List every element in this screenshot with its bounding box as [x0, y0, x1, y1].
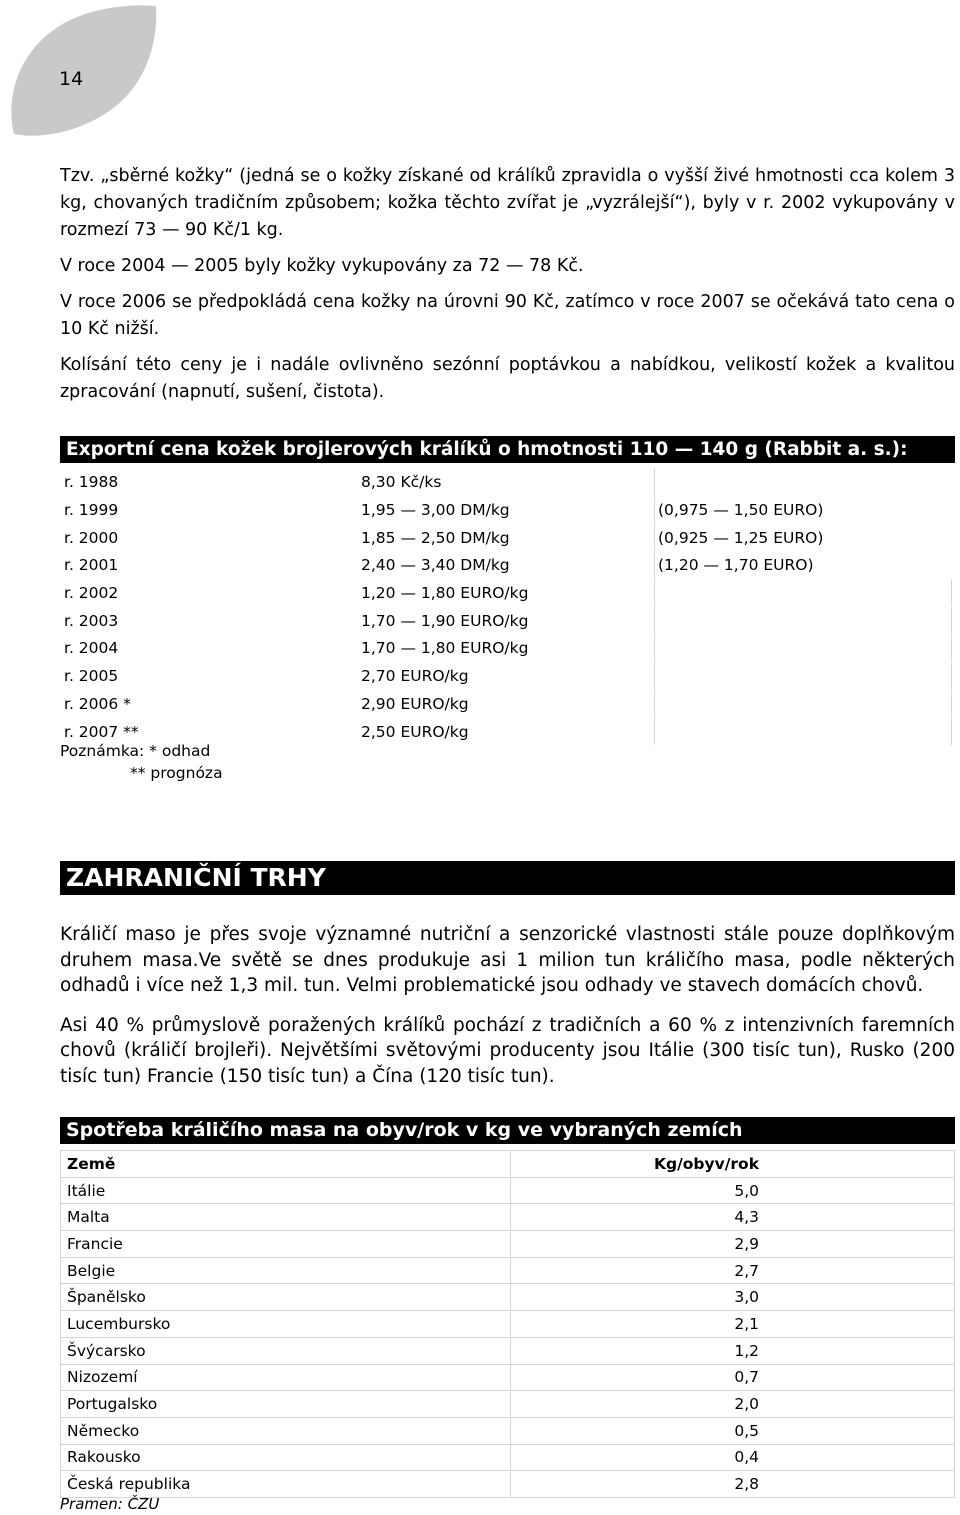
- euro-cell: [655, 718, 952, 746]
- year-cell: r. 2002: [61, 579, 358, 607]
- table-row: [61, 662, 952, 690]
- year-cell: r. 2001: [61, 552, 358, 580]
- country-cell: Nizozemí: [61, 1364, 511, 1391]
- price-cell: 2,40 — 3,40 DM/kg: [358, 552, 655, 580]
- paragraph: V roce 2004 — 2005 byly kožky vykupovány za 72 — 78 Kč.: [60, 256, 584, 276]
- table-row: [61, 1231, 955, 1258]
- table-row: [61, 1177, 955, 1204]
- table-row: [61, 1471, 955, 1498]
- country-cell: Portugalsko: [61, 1391, 511, 1418]
- page-number: 14: [59, 68, 84, 90]
- value-cell: 0,7: [511, 1364, 955, 1391]
- table-row: [61, 1391, 955, 1418]
- price-cell: 2,90 EURO/kg: [358, 690, 655, 718]
- country-cell: Itálie: [61, 1177, 511, 1204]
- euro-cell: [655, 690, 952, 718]
- value-cell: 2,9: [511, 1231, 955, 1258]
- price-cell: 1,20 — 1,80 EURO/kg: [358, 579, 655, 607]
- value-cell: 2,0: [511, 1391, 955, 1418]
- country-cell: Belgie: [61, 1257, 511, 1284]
- euro-cell: (0,975 — 1,50 EURO): [655, 496, 952, 524]
- country-cell: Lucembursko: [61, 1311, 511, 1338]
- euro-cell: [655, 607, 952, 635]
- table-row: [61, 552, 952, 580]
- euro-cell: [655, 662, 952, 690]
- table-header-row: [61, 1151, 955, 1178]
- section-text: [60, 922, 955, 1098]
- leaf-shape: [11, 5, 156, 135]
- price-cell: 8,30 Kč/ks: [358, 469, 655, 497]
- value-cell: 2,7: [511, 1257, 955, 1284]
- country-cell: Rakousko: [61, 1444, 511, 1471]
- note-line: ** prognóza: [130, 764, 223, 782]
- paragraph: V roce 2006 se předpokládá cena kožky na úrovni 90 Kč, zatímco v roce 2007 se očekává tato cena o 10 Kč nižší.: [60, 292, 955, 339]
- euro-cell: [655, 579, 952, 607]
- country-cell: Česká republika: [61, 1471, 511, 1498]
- year-cell: r. 1988: [61, 469, 358, 497]
- paragraph: Králičí maso je přes svoje významné nutriční a senzorické vlastnosti stále pouze doplňkovým druhem masa.Ve světě se dnes produkuje asi 1 milion tun králičího masa, podle některých odhadů i více než 1,3 mil. tun. Velmi problematické jsou odhady ve stavech domácích chovů.: [60, 924, 955, 996]
- country-cell: Švýcarsko: [61, 1337, 511, 1364]
- year-cell: r. 2005: [61, 662, 358, 690]
- euro-cell: [655, 635, 952, 663]
- year-cell: r. 2007 **: [61, 718, 358, 746]
- value-cell: 2,1: [511, 1311, 955, 1338]
- export-price-table: [60, 468, 952, 746]
- table-source: Pramen: ČZU: [60, 1495, 160, 1513]
- price-cell: 2,50 EURO/kg: [358, 718, 655, 746]
- table-row: [61, 1284, 955, 1311]
- table-row: [61, 1364, 955, 1391]
- consumption-table: [60, 1150, 955, 1498]
- intro-text: [60, 163, 955, 415]
- country-cell: Malta: [61, 1204, 511, 1231]
- table-row: [61, 607, 952, 635]
- table-row: [61, 1204, 955, 1231]
- year-cell: r. 2003: [61, 607, 358, 635]
- country-cell: Německo: [61, 1417, 511, 1444]
- table-row: [61, 1257, 955, 1284]
- year-cell: r. 2000: [61, 524, 358, 552]
- year-cell: r. 2004: [61, 635, 358, 663]
- euro-cell: (0,925 — 1,25 EURO): [655, 524, 952, 552]
- export-table-title: Exportní cena kožek brojlerových králíků o hmotnosti 110 — 140 g (Rabbit a. s.):: [60, 436, 955, 463]
- table-row: [61, 690, 952, 718]
- country-cell: Španělsko: [61, 1284, 511, 1311]
- table-row: [61, 1337, 955, 1364]
- column-header-country: Země: [61, 1151, 511, 1178]
- year-cell: r. 2006 *: [61, 690, 358, 718]
- paragraph: Tzv. „sběrné kožky“ (jedná se o kožky získané od králíků zpravidla o vyšší živé hmotnosti cca kolem 3 kg, chovaných tradičním způsobem; kožka těchto zvířat je „vyzrálejší“), byly v r. 2002 vykupovány v rozmezí 73 — 90 Kč/1 kg.: [60, 166, 955, 240]
- table-row: [61, 1311, 955, 1338]
- value-cell: 0,4: [511, 1444, 955, 1471]
- table-note: [60, 740, 223, 784]
- value-cell: 1,2: [511, 1337, 955, 1364]
- section-heading: ZAHRANIČNÍ TRHY: [60, 861, 955, 895]
- value-cell: 4,3: [511, 1204, 955, 1231]
- price-cell: 1,70 — 1,80 EURO/kg: [358, 635, 655, 663]
- euro-cell: [655, 469, 952, 497]
- euro-cell: (1,20 — 1,70 EURO): [655, 552, 952, 580]
- paragraph: Kolísání této ceny je i nadále ovlivněno sezónní poptávkou a nabídkou, velikostí kožek a kvalitou zpracování (napnutí, sušení, čistota).: [60, 355, 955, 402]
- price-cell: 1,85 — 2,50 DM/kg: [358, 524, 655, 552]
- paragraph: Asi 40 % průmyslově poražených králíků pochází z tradičních a 60 % z intenzivních faremních chovů (králičí brojleři). Největšími světovými producenty jsou Itálie (300 tisíc tun), Rusko (200 tisíc tun) Francie (150 tisíc tun) a Čína (120 tisíc tun).: [60, 1014, 955, 1087]
- table-row: [61, 524, 952, 552]
- value-cell: 3,0: [511, 1284, 955, 1311]
- table-row: [61, 579, 952, 607]
- table-row: [61, 469, 952, 497]
- value-cell: 0,5: [511, 1417, 955, 1444]
- column-header-value: Kg/obyv/rok: [511, 1151, 955, 1178]
- price-cell: 2,70 EURO/kg: [358, 662, 655, 690]
- price-cell: 1,95 — 3,00 DM/kg: [358, 496, 655, 524]
- country-cell: Francie: [61, 1231, 511, 1258]
- value-cell: 2,8: [511, 1471, 955, 1498]
- year-cell: r. 1999: [61, 496, 358, 524]
- price-cell: 1,70 — 1,90 EURO/kg: [358, 607, 655, 635]
- consumption-table-title: Spotřeba králičího masa na obyv/rok v kg ve vybraných zemích: [60, 1117, 955, 1144]
- table-row: [61, 635, 952, 663]
- table-row: [61, 1444, 955, 1471]
- value-cell: 5,0: [511, 1177, 955, 1204]
- table-row: [61, 1417, 955, 1444]
- note-line: Poznámka: * odhad: [60, 742, 211, 760]
- table-row: [61, 496, 952, 524]
